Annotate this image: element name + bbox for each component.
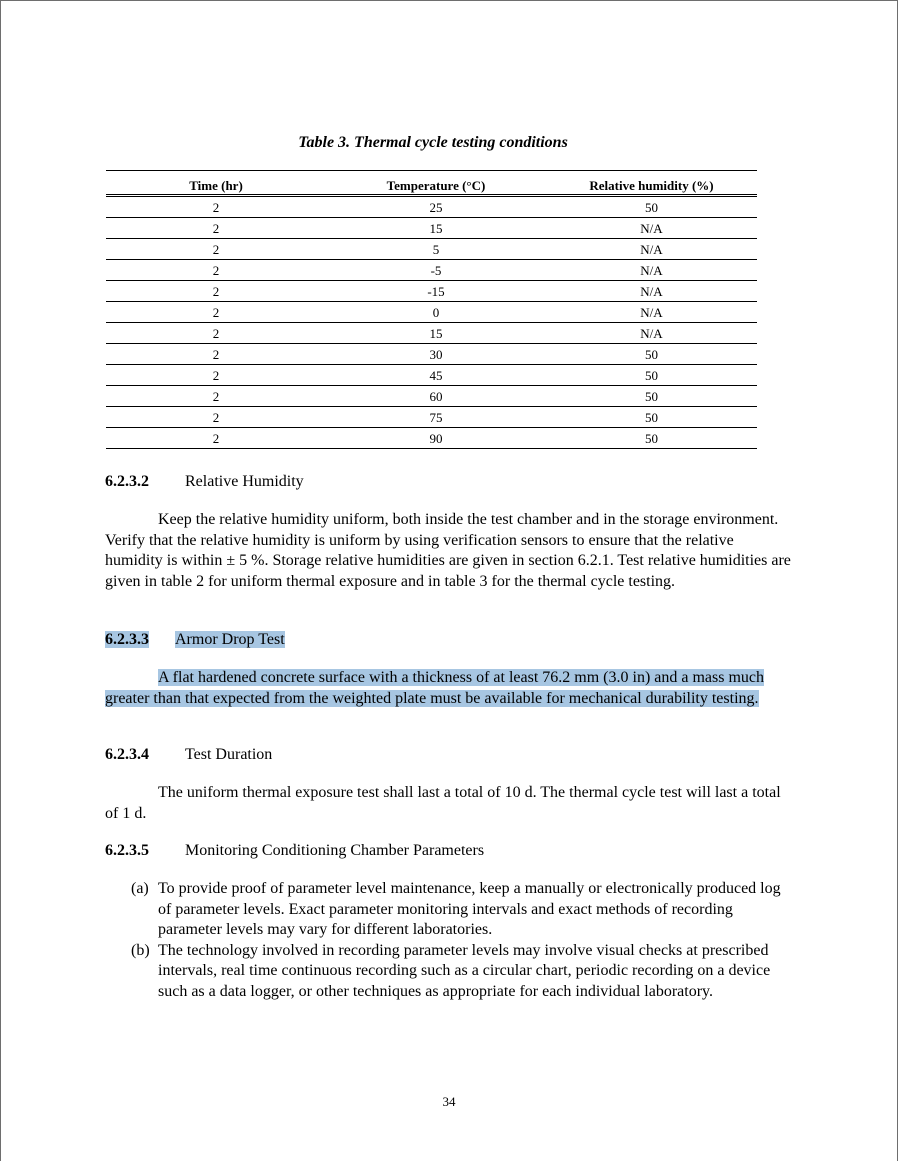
cell-humidity: 50 [546, 344, 757, 365]
section-title: Relative Humidity [185, 473, 304, 490]
cell-humidity: N/A [546, 281, 757, 302]
selected-text: A flat hardened concrete surface with a thickness of at least 76.2 mm (3.0 in) and a mass much greater than that expected from the weighted plate must be available for mechanical durability testing. [105, 669, 765, 707]
list-item [131, 941, 791, 1003]
section-heading-armor-drop-test [105, 630, 285, 650]
header-temperature: Temperature (°C) [326, 171, 546, 196]
table-caption: Table 3. Thermal cycle testing conditions [298, 134, 568, 151]
section-number: 6.2.3.3 [105, 631, 149, 648]
table-row [106, 386, 757, 407]
section-heading-monitoring [105, 841, 484, 861]
cell-time: 2 [106, 281, 326, 302]
cell-temperature: 25 [326, 196, 546, 218]
table-row [106, 428, 757, 449]
cell-temperature: 90 [326, 428, 546, 449]
section-heading-relative-humidity [105, 472, 304, 492]
cell-time: 2 [106, 386, 326, 407]
table-row [106, 196, 757, 218]
cell-humidity: 50 [546, 386, 757, 407]
cell-temperature: 15 [326, 323, 546, 344]
cell-temperature: 15 [326, 218, 546, 239]
cell-time: 2 [106, 428, 326, 449]
table-row [106, 281, 757, 302]
page-number: 34 [442, 1094, 456, 1109]
cell-humidity: 50 [546, 407, 757, 428]
section-number: 6.2.3.5 [105, 842, 149, 859]
section-heading-test-duration [105, 745, 272, 765]
header-relative-humidity: Relative humidity (%) [546, 171, 757, 196]
list-item-text: The technology involved in recording parameter levels may involve visual checks at prescribed intervals, real time continuous recording such as a circular chart, periodic recording on a device such as a data logger, or other techniques as appropriate for each individual laboratory. [158, 941, 771, 1000]
paragraph-armor-drop-test [105, 668, 797, 709]
cell-time: 2 [106, 260, 326, 281]
section-number: 6.2.3.2 [105, 473, 149, 490]
cell-humidity: N/A [546, 323, 757, 344]
cell-temperature: 45 [326, 365, 546, 386]
cell-temperature: 0 [326, 302, 546, 323]
cell-humidity: N/A [546, 302, 757, 323]
cell-humidity: 50 [546, 365, 757, 386]
thermal-cycle-table [106, 170, 757, 449]
cell-temperature: -5 [326, 260, 546, 281]
section-title: Armor Drop Test [175, 631, 285, 648]
cell-humidity: 50 [546, 196, 757, 218]
paragraph-relative-humidity: Keep the relative humidity uniform, both inside the test chamber and in the storage environment. Verify that the relative humidity is uniform by using verification sensors to ensure that the relative humidity is within ± 5 %. Storage relative humidities are given in section 6.2.1. Test relative humidities are given in table 2 for uniform thermal exposure and in table 3 for the thermal cycle testing. [105, 511, 791, 590]
cell-time: 2 [106, 407, 326, 428]
cell-time: 2 [106, 196, 326, 218]
table-row [106, 302, 757, 323]
header-time: Time (hr) [106, 171, 326, 196]
table-header-row [106, 171, 757, 196]
section-title: Test Duration [185, 746, 273, 763]
table-row [106, 344, 757, 365]
cell-humidity: N/A [546, 260, 757, 281]
table-row [106, 365, 757, 386]
section-number: 6.2.3.4 [105, 746, 149, 763]
list-item-text: To provide proof of parameter level maintenance, keep a manually or electronically produced log of parameter levels. Exact parameter monitoring intervals and exact methods of recording parameter levels may vary for different laboratories. [158, 880, 781, 938]
table-row [106, 218, 757, 239]
table-row [106, 323, 757, 344]
monitoring-list [131, 879, 791, 1002]
cell-time: 2 [106, 302, 326, 323]
table-row [106, 407, 757, 428]
cell-time: 2 [106, 365, 326, 386]
list-item [131, 879, 791, 941]
list-marker: (a) [131, 880, 149, 897]
cell-humidity: N/A [546, 218, 757, 239]
cell-humidity: 50 [546, 428, 757, 449]
cell-temperature: 30 [326, 344, 546, 365]
table-row [106, 239, 757, 260]
cell-time: 2 [106, 239, 326, 260]
cell-humidity: N/A [546, 239, 757, 260]
cell-temperature: -15 [326, 281, 546, 302]
cell-temperature: 5 [326, 239, 546, 260]
paragraph-test-duration: The uniform thermal exposure test shall last a total of 10 d. The thermal cycle test will last a total of 1 d. [105, 784, 781, 822]
cell-time: 2 [106, 218, 326, 239]
cell-time: 2 [106, 344, 326, 365]
cell-temperature: 60 [326, 386, 546, 407]
table-row [106, 260, 757, 281]
cell-temperature: 75 [326, 407, 546, 428]
cell-time: 2 [106, 323, 326, 344]
section-title: Monitoring Conditioning Chamber Parameters [185, 842, 485, 859]
list-marker: (b) [131, 941, 150, 959]
